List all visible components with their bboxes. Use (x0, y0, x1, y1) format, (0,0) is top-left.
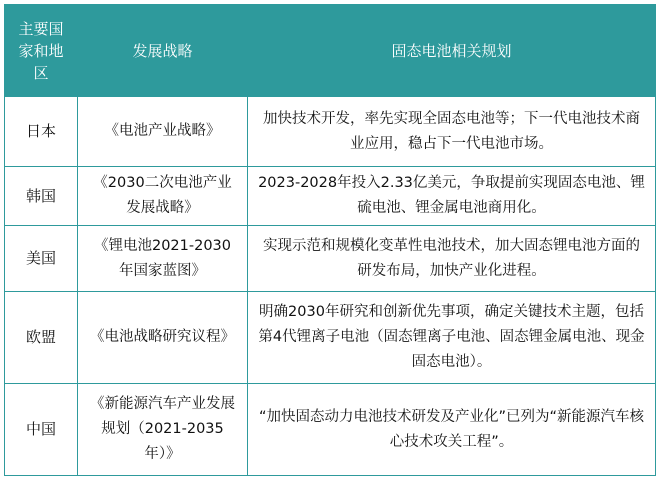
strategy-cell: 《2030二次电池产业发展战略》 (78, 167, 248, 226)
strategy-cell: 《电池产业战略》 (78, 97, 248, 167)
table-row (5, 97, 656, 167)
table-row (5, 384, 656, 476)
table-header-row (5, 5, 656, 97)
strategy-cell: 《新能源汽车产业发展规划（2021-2035年）》 (78, 384, 248, 476)
table-row (5, 226, 656, 292)
plan-cell: 实现示范和规模化变革性电池技术，加大固态锂电池方面的研发布局，加快产业化进程。 (248, 226, 656, 292)
country-cell: 美国 (5, 226, 78, 292)
header-country: 主要国家和地区 (5, 5, 78, 97)
strategy-cell: 《电池战略研究议程》 (78, 292, 248, 384)
country-cell: 中国 (5, 384, 78, 476)
header-strategy: 发展战略 (78, 5, 248, 97)
strategy-cell: 《锂电池2021-2030年国家蓝图》 (78, 226, 248, 292)
country-cell: 日本 (5, 97, 78, 167)
header-plan: 固态电池相关规划 (248, 5, 656, 97)
plan-cell: 加快技术开发，率先实现全固态电池等；下一代电池技术商业应用，稳占下一代电池市场。 (248, 97, 656, 167)
table-row (5, 167, 656, 226)
plan-cell: 2023-2028年投入2.33亿美元，争取提前实现固态电池、锂硫电池、锂金属电池商用化。 (248, 167, 656, 226)
country-cell: 韩国 (5, 167, 78, 226)
country-cell: 欧盟 (5, 292, 78, 384)
policy-table-container (4, 4, 655, 476)
solid-state-battery-policy-table (4, 4, 656, 476)
plan-cell: 明确2030年研究和创新优先事项，确定关键技术主题，包括第4代锂离子电池（固态锂离子电池、固态锂金属电池、现金固态电池）。 (248, 292, 656, 384)
plan-cell: “加快固态动力电池技术研发及产业化”已列为“新能源汽车核心技术攻关工程”。 (248, 384, 656, 476)
table-row (5, 292, 656, 384)
